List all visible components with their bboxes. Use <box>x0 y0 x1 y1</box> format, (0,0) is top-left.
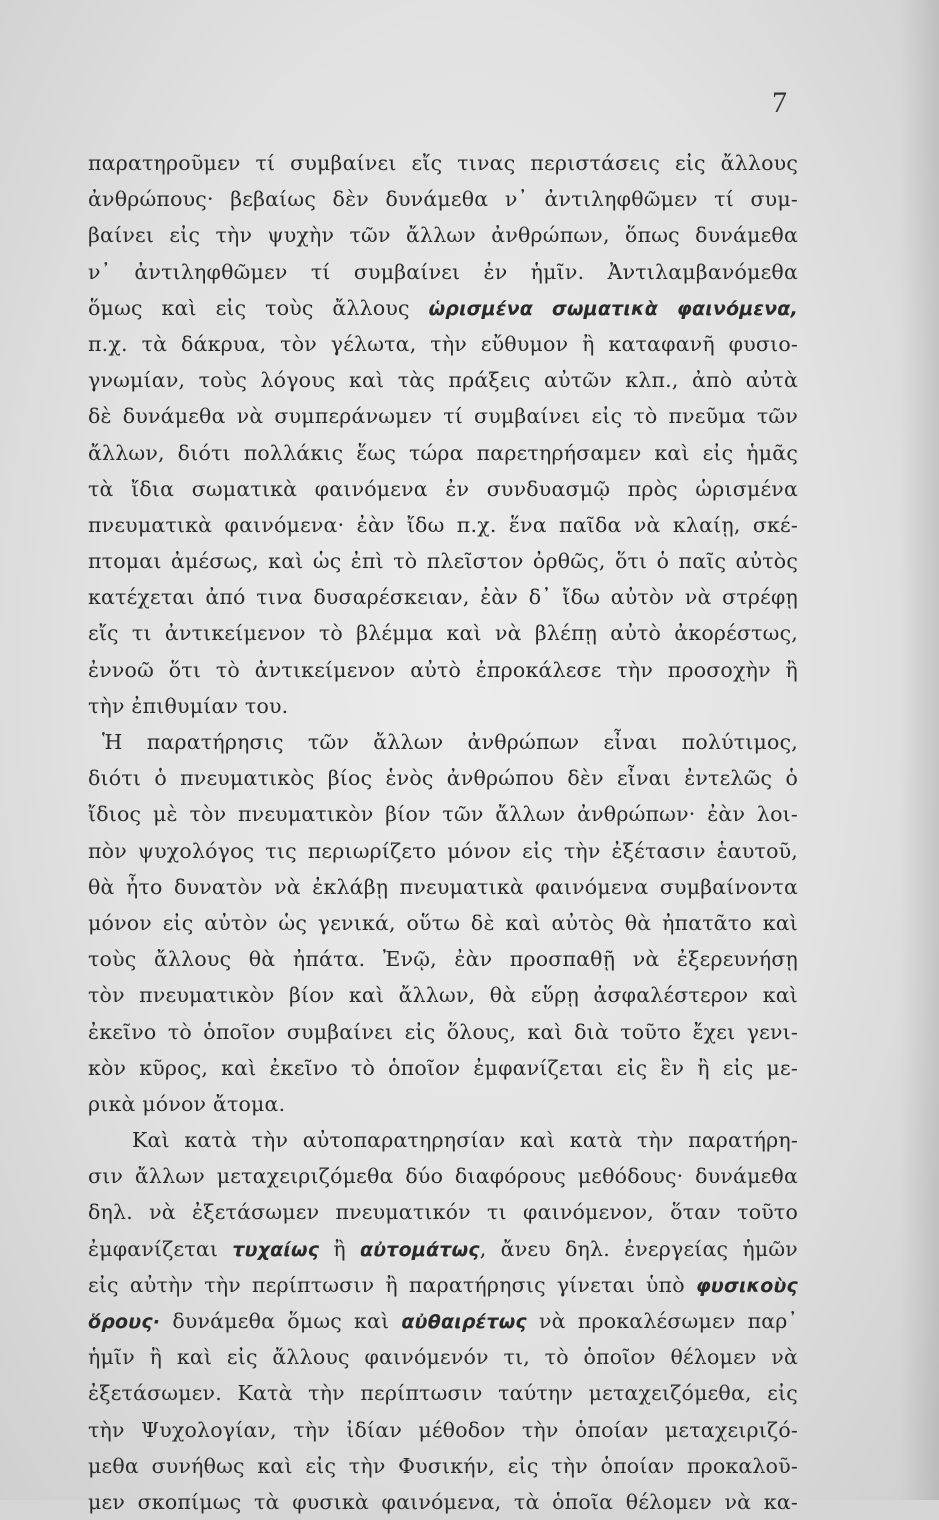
text-line: θὰ ἦτο δυνατὸν νὰ ἐκλάβῃ πνευματικὰ φαινόμενα συμβαίνοντα <box>88 874 798 899</box>
text-line: πνευματικὰ φαινόμενα· ἐὰν ἴδω π.χ. ἕνα παῖδα νὰ κλαίῃ, σκέ- <box>88 512 798 537</box>
text-span: δυνάμεθα ὅμως καὶ <box>160 1309 402 1333</box>
text-line: ρικὰ μόνον ἄτομα. <box>88 1091 286 1116</box>
text-line: τὴν ἐπιθυμίαν του. <box>88 693 289 718</box>
text-line: δηλ. νὰ ἐξετάσωμεν πνευματικόν τι φαινόμενον, ὅταν τοῦτο <box>88 1200 798 1225</box>
emphasis-text: τυχαίως <box>232 1238 320 1261</box>
text-span: ἢ <box>319 1236 360 1261</box>
text-span: ἐμφανίζεται <box>88 1236 233 1261</box>
text-line: τὰ ἴδια σωματικὰ φαινόμενα ἐν συνδυασμῷ πρὸς ὡρισμένα <box>88 476 798 501</box>
text-line: ἄλλων, διότι πολλάκις ἕως τώρα παρετηρήσαμεν καὶ εἰς ἡμᾶς <box>88 440 798 465</box>
text-line: παρατηροῦμεν τί συμβαίνει εἴς τινας περιστάσεις εἰς ἄλλους <box>88 151 798 175</box>
emphasis-text: ὡρισμένα σωματικὰ φαινόμενα, <box>428 297 798 320</box>
text-line: Καὶ κατὰ τὴν αὐτοπαρατηρησίαν καὶ κατὰ τὴν παρατήρη- <box>132 1128 798 1153</box>
text-line <box>88 1231 798 1267</box>
text-line: δὲ δυνάμεθα νὰ συμπεράνωμεν τί συμβαίνει εἰς τὸ πνεῦμα τῶν <box>88 404 798 429</box>
text-span: εἰς αὐτὴν τὴν περίπτωσιν ἢ παρατήρησις γίνεται ὑπὸ <box>88 1272 696 1297</box>
text-line: ἐννοῶ ὅτι τὸ ἀντικείμενον αὐτὸ ἐπροκάλεσε τὴν προσοχὴν ἢ <box>88 657 798 682</box>
page-edge-shadow <box>899 0 939 1500</box>
text-line: τὴν Ψυχολογίαν, τὴν ἰδίαν μέθοδον τὴν ὁποίαν μεταχειριζό- <box>88 1417 798 1442</box>
paragraph-1 <box>88 145 798 724</box>
text-line: βαίνει εἰς τὴν ψυχὴν τῶν ἄλλων ἀνθρώπων, ὅπως δυνάμεθα <box>88 223 798 248</box>
text-line: διότι ὁ πνευματικὸς βίος ἑνὸς ἀνθρώπου δὲν εἶναι ἐντελῶς ὁ <box>88 766 798 791</box>
emphasis-text: φυσικοὺς <box>695 1274 798 1297</box>
emphasis-text: αὐτομάτως <box>359 1238 480 1261</box>
text-line: μόνον εἰς αὐτὸν ὡς γενικά, οὕτω δὲ καὶ αὐτὸς θὰ ἠπατᾶτο καὶ <box>88 910 798 935</box>
text-line: γνωμίαν, τοὺς λόγους καὶ τὰς πράξεις αὐτῶν κλπ., ἀπὸ αὐτὰ <box>88 368 798 393</box>
text-line: σιν ἄλλων μεταχειριζόμεθα δύο διαφόρους μεθόδους· δυνάμεθα <box>88 1164 798 1189</box>
text-line: Ἡ παρατήρησις τῶν ἄλλων ἀνθρώπων εἶναι πολύτιμος, <box>102 730 798 754</box>
paragraph-2 <box>88 724 798 1122</box>
text-line <box>88 1267 798 1303</box>
text-line: πὸν ψυχολόγος τις περιωρίζετο μόνον εἰς τὴν ἐξέτασιν ἑαυτοῦ, <box>88 838 798 863</box>
text-line: ἡμῖν ἢ καὶ εἰς ἄλλους φαινόμενόν τι, τὸ ὁποῖον θέλομεν νὰ <box>88 1345 798 1370</box>
text-line: ν᾿ ἀντιληφθῶμεν τί συμβαίνει ἐν ἡμῖν. Ἀντιλαμβανόμεθα <box>88 259 798 284</box>
text-span: , ἄνευ δηλ. ἐνεργείας ἡμῶν <box>479 1236 798 1261</box>
text-line: μεν σκοπίμως τὰ φυσικὰ φαινόμενα, τὰ ὁποῖα θέλομεν νὰ κα- <box>88 1489 798 1514</box>
text-line: κατέχεται ἀπό τινα δυσαρέσκειαν, ἐὰν δ᾿ ἴδω αὐτὸν νὰ στρέφῃ <box>88 585 798 610</box>
text-line <box>88 290 798 326</box>
text-line: ἐκεῖνο τὸ ὁποῖον συμβαίνει εἰς ὅλους, καὶ διὰ τοῦτο ἔχει γενι- <box>88 1019 798 1044</box>
text-line: μεθα συνήθως καὶ εἰς τὴν Φυσικήν, εἰς τὴν ὁποίαν προκαλοῦ- <box>88 1453 798 1478</box>
text-span: νὰ προκαλέσωμεν παρ᾿ <box>526 1309 798 1333</box>
text-line: π.χ. τὰ δάκρυα, τὸν γέλωτα, τὴν εὔθυμον ἢ καταφανῆ φυσιο- <box>88 331 798 356</box>
text-line: ἴδιος μὲ τὸν πνευματικὸν βίον τῶν ἄλλων ἀνθρώπων· ἐὰν λοι- <box>88 802 798 827</box>
text-span: ὅμως καὶ εἰς τοὺς ἄλλους <box>88 295 429 320</box>
page-number: 7 <box>772 86 787 119</box>
emphasis-text: ὅρους· <box>88 1311 161 1333</box>
body-text <box>88 145 798 1520</box>
emphasis-text: αὐθαιρέτως <box>401 1311 527 1333</box>
text-line: τὸν πνευματικὸν βίον καὶ ἄλλων, θὰ εὕρῃ ἀσφαλέστερον καὶ <box>88 983 798 1008</box>
text-line: εἴς τι ἀντικείμενον τὸ βλέμμα καὶ νὰ βλέπῃ αὐτὸ ἀκορέστως, <box>88 621 798 646</box>
text-line: τοὺς ἄλλους θὰ ἠπάτα. Ἐνῷ, ἐὰν προσπαθῇ νὰ ἐξερευνήσῃ <box>88 947 798 972</box>
text-line: ἐξετάσωμεν. Κατὰ τὴν περίπτωσιν ταύτην μεταχειζόμεθα, εἰς <box>88 1381 798 1406</box>
text-line <box>88 1303 798 1339</box>
paragraph-3 <box>88 1122 798 1520</box>
text-line: ἀνθρώπους· βεβαίως δὲν δυνάμεθα ν᾿ ἀντιληφθῶμεν τί συμ- <box>88 187 798 212</box>
text-line: κὸν κῦρος, καὶ ἐκεῖνο τὸ ὁποῖον ἐμφανίζεται εἰς ἓν ἢ εἰς με- <box>88 1055 798 1080</box>
text-line: πτομαι ἀμέσως, καὶ ὡς ἐπὶ τὸ πλεῖστον ὀρθῶς, ὅτι ὁ παῖς αὐτὸς <box>88 549 798 574</box>
